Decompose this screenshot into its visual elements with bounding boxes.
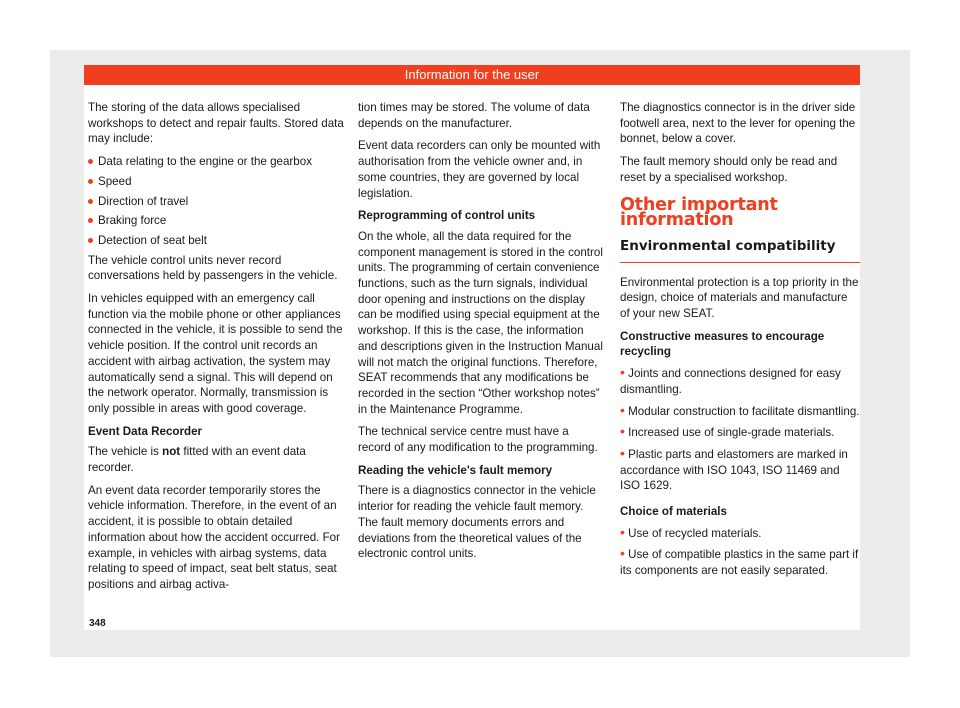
paragraph: The diagnostics connector is in the driver side footwell area, next to the lever for opening the bonnet, below a cover. bbox=[620, 101, 856, 146]
paragraph: Environmental protection is a top priority in the design, choice of materials and manufacture of your new SEAT. bbox=[620, 275, 859, 321]
section-header: Information for the user bbox=[84, 65, 860, 85]
bullet-icon: • bbox=[620, 444, 625, 461]
intro-paragraph: The storing of the data allows specialised workshops to detect and repair faults. Stored data may include: bbox=[88, 101, 344, 146]
recycling-heading: Constructive measures to encourage recycling bbox=[620, 329, 825, 359]
column-3 bbox=[620, 100, 860, 584]
list-item: Direction of travel bbox=[88, 194, 344, 210]
bullet-icon bbox=[88, 218, 93, 223]
column-2 bbox=[358, 100, 604, 569]
bullet-icon: • bbox=[620, 523, 625, 540]
paragraph: There is a diagnostics connector in the vehicle interior for reading the vehicle fault memory. The fault memory documents errors and deviations from the theoretical values of the electronic control units. bbox=[358, 484, 596, 561]
paragraph: The vehicle control units never record conversations held by passengers in the vehicle. bbox=[88, 253, 338, 283]
list-item: Speed bbox=[88, 174, 344, 190]
paragraph: The vehicle is not fitted with an event data recorder. bbox=[88, 445, 306, 475]
reprogramming-heading: Reprogramming of control units bbox=[358, 209, 536, 223]
edr-heading: Event Data Recorder bbox=[88, 424, 203, 438]
list-item: Detection of seat belt bbox=[88, 233, 344, 249]
bullet-icon: • bbox=[620, 545, 625, 562]
bullet-icon: • bbox=[620, 364, 625, 381]
paragraph: The fault memory should only be read and reset by a specialised workshop. bbox=[620, 155, 838, 184]
paragraph: On the whole, all the data required for the component management is stored in the control units. The programming of certain convenience functions, such as the turn signals, individual door opening and instructions on the display can be modified using special equipment at the workshop. If this is the case, the information and descriptions given in the Instruction Manual will not match the original functions. Therefore, SEAT recommends that any modifications be recorded in the section “Other workshop notes” in the Maintenance Programme. bbox=[358, 229, 603, 416]
list-item: • Use of compatible plastics in the same part if its components are not easily separated. bbox=[620, 545, 859, 578]
list-item: • Increased use of single-grade materials. bbox=[620, 423, 835, 440]
list-item: Data relating to the engine or the gearbox bbox=[88, 154, 344, 170]
paragraph: Event data recorders can only be mounted with authorisation from the vehicle owner and, in some countries, they are governed by local legislation. bbox=[358, 139, 601, 200]
paragraph: The technical service centre must have a record of any modification to the programming. bbox=[358, 425, 598, 455]
bullet-icon: • bbox=[620, 423, 625, 440]
list-item: • Joints and connections designed for easy dismantling. bbox=[620, 364, 841, 396]
section-heading: Other important information bbox=[620, 194, 778, 231]
materials-heading: Choice of materials bbox=[620, 505, 727, 519]
fault-memory-heading: Reading the vehicle's fault memory bbox=[358, 463, 553, 477]
paragraph: In vehicles equipped with an emergency call function via the mobile phone or other appliances connected in the vehicle, it is possible to send the vehicle position. If the control unit records an accident with airbag activation, the system may automatically send a signal. This will depend on the network operator. Normally, transmission is only possible in areas with good coverage. bbox=[88, 292, 343, 415]
paragraph: tion times may be stored. The volume of data depends on the manufacturer. bbox=[358, 101, 590, 130]
list-item: • Use of recycled materials. bbox=[620, 523, 762, 540]
subsection-heading: Environmental compatibility bbox=[620, 239, 860, 263]
bullet-icon: • bbox=[620, 401, 625, 418]
column-1 bbox=[88, 100, 344, 600]
list-item: Braking force bbox=[88, 213, 344, 229]
bullet-icon bbox=[88, 199, 93, 204]
bullet-icon bbox=[88, 159, 93, 164]
list-item: • Modular construction to facilitate dismantling. bbox=[620, 401, 860, 418]
bullet-icon bbox=[88, 238, 93, 243]
list-item: • Plastic parts and elastomers are marked in accordance with ISO 1043, ISO 11469 and ISO 1629. bbox=[620, 444, 848, 493]
page-number: 348 bbox=[89, 618, 106, 629]
bullet-icon bbox=[88, 179, 93, 184]
stored-data-list bbox=[88, 154, 344, 249]
paragraph: An event data recorder temporarily stores the vehicle information. Therefore, in the event of an accident, it is possible to obtain detailed information about how the accident occurred. For example, in vehicles with airbag systems, data relating to speed of impact, seat belt status, seat positions and airbag activa- bbox=[88, 483, 340, 591]
